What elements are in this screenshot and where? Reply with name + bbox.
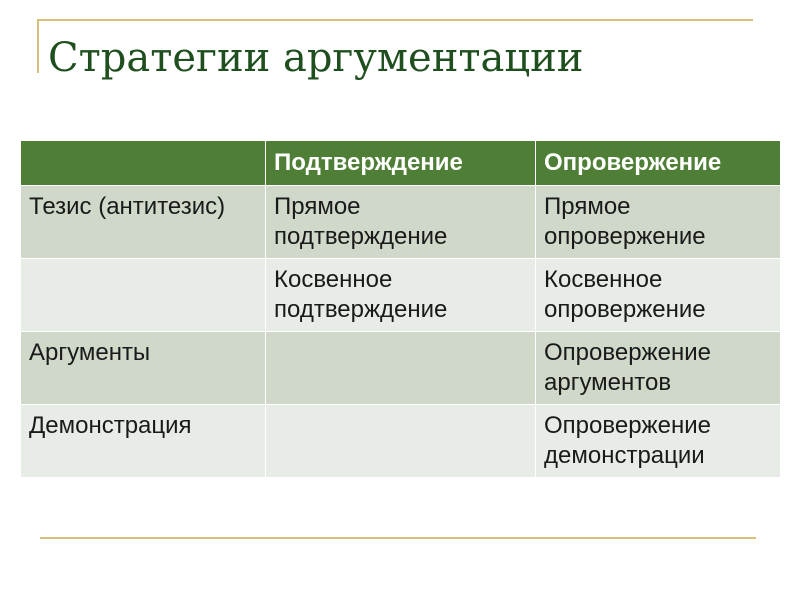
table-cell: Прямое подтверждение (266, 186, 536, 259)
left-rule (37, 19, 39, 73)
table-header-cell-empty (21, 141, 266, 186)
table-row (21, 186, 781, 259)
table-cell: Косвенное подтверждение (266, 259, 536, 332)
table-row (21, 405, 781, 478)
table-cell: Тезис (антитезис) (21, 186, 266, 259)
table-cell (266, 405, 536, 478)
table-cell: Косвенное опровержение (536, 259, 781, 332)
table-cell: Аргументы (21, 332, 266, 405)
table-header-refutation: Опровержение (536, 141, 781, 186)
table-cell: Прямое опровержение (536, 186, 781, 259)
strategies-table (20, 140, 781, 478)
top-rule (37, 19, 753, 21)
table-cell (21, 259, 266, 332)
table-row (21, 332, 781, 405)
table-header-confirmation: Подтверждение (266, 141, 536, 186)
table-cell: Опровержение демонстрации (536, 405, 781, 478)
table-cell (266, 332, 536, 405)
table-header-row (21, 141, 781, 186)
table-cell: Опровержение аргументов (536, 332, 781, 405)
table-cell: Демонстрация (21, 405, 266, 478)
slide-title: Стратегии аргументации (48, 35, 584, 81)
bottom-rule (40, 537, 756, 539)
table-row (21, 259, 781, 332)
